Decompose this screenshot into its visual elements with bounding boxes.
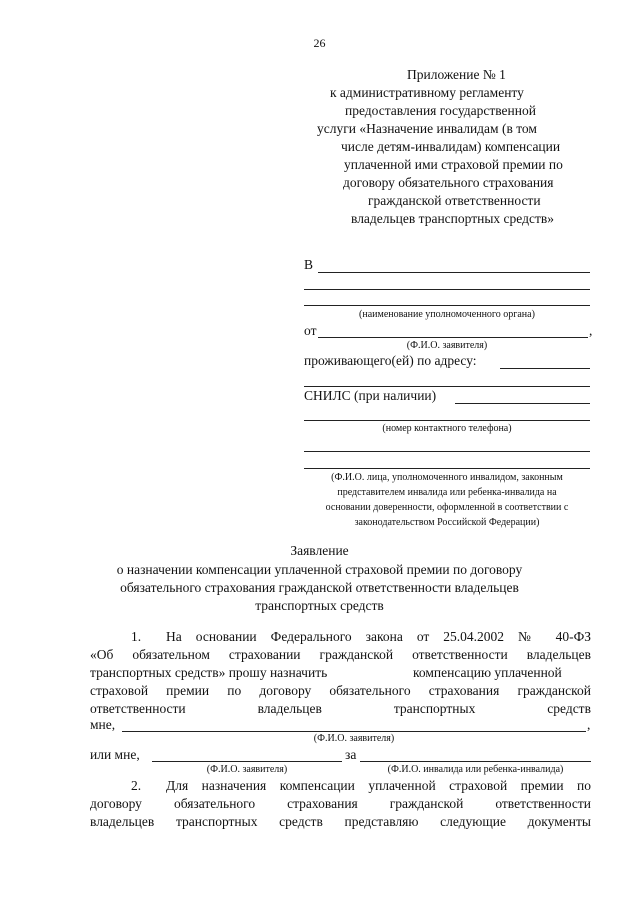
or-me-label: или мне, (90, 747, 140, 762)
me-caption: (Ф.И.О. заявителя) (313, 733, 395, 744)
representative-caption-line: (Ф.И.О. лица, уполномоченного инвалидом, законным (331, 472, 563, 483)
address-field-line-2[interactable] (304, 386, 590, 387)
from-comma: , (589, 323, 593, 338)
word: транспортных (393, 701, 476, 716)
paragraph-2-line (90, 814, 591, 830)
paragraph-1-line: транспортных средств» прошу назначить (90, 665, 328, 680)
paragraph-2-line: Для назначения компенсации уплаченной страховой премии по (166, 778, 591, 793)
applicant-caption: (Ф.И.О. заявителя) (406, 340, 488, 351)
word: гражданской (389, 796, 464, 811)
phone-field[interactable] (304, 420, 590, 421)
paragraph-1-number: 1. (131, 629, 142, 644)
appendix-line: предоставления государственной (345, 103, 536, 118)
paragraph-2-line (90, 796, 591, 812)
address-label: проживающего(ей) по адресу: (304, 353, 477, 368)
paragraph-1-line: «Об обязательном страховании гражданской ответственности владельцев (90, 647, 591, 662)
appendix-line: Приложение № 1 (407, 67, 506, 82)
representative-field[interactable] (304, 451, 590, 452)
word: договору (90, 796, 142, 811)
or-me-caption-left: (Ф.И.О. заявителя) (206, 764, 288, 775)
statement-subtitle-line: о назначении компенсации уплаченной страховой премии по договору (116, 562, 523, 577)
word: транспортных (175, 814, 258, 829)
from-label: от (304, 323, 317, 338)
page-number: 26 (313, 36, 326, 50)
me-label: мне, (90, 717, 116, 732)
word: ответственности (90, 701, 186, 716)
authority-caption: (наименование уполномоченного органа) (359, 309, 535, 320)
appendix-line: договору обязательного страхования (343, 175, 554, 190)
word: документы (527, 814, 591, 829)
paragraph-1-line: страховой премии по договору обязательного страхования гражданской (90, 683, 591, 698)
statement-title: Заявление (290, 543, 349, 558)
paragraph-1-line (90, 701, 591, 717)
representative-caption-line: законодательством Российской Федерации) (354, 517, 540, 528)
appendix-line: гражданской ответственности (368, 193, 541, 208)
snils-field[interactable] (455, 403, 590, 404)
representative-field-line-2[interactable] (304, 468, 590, 469)
appendix-line: услуги «Назначение инвалидам (в том (317, 121, 537, 136)
applicant-name-field[interactable] (318, 337, 588, 338)
appendix-line: уплаченной ими страховой премии по (344, 157, 563, 172)
snils-label: СНИЛС (при наличии) (304, 388, 437, 403)
paragraph-2-number: 2. (131, 778, 142, 793)
authority-field[interactable] (318, 272, 590, 273)
authority-field-line-2[interactable] (304, 289, 590, 290)
word: ответственности (495, 796, 591, 811)
for-label: за (345, 747, 357, 762)
word: обязательного (173, 796, 256, 811)
representative-caption-line: представителем инвалида или ребенка-инвалида на (337, 487, 557, 498)
to-label: В (304, 257, 314, 272)
word: следующие (440, 814, 506, 829)
address-field[interactable] (500, 368, 590, 369)
me-applicant-field[interactable] (122, 731, 586, 732)
paragraph-1-line: компенсацию уплаченной (413, 665, 562, 680)
word: средств (279, 814, 323, 829)
phone-caption: (номер контактного телефона) (382, 423, 512, 434)
appendix-header (317, 66, 639, 228)
or-me-caption-right: (Ф.И.О. инвалида или ребенка-инвалида) (387, 764, 564, 775)
or-me-applicant-field[interactable] (152, 761, 342, 762)
appendix-line: к административному регламенту (330, 85, 524, 100)
me-comma: , (587, 717, 591, 732)
authority-field-line-3[interactable] (304, 305, 590, 306)
representative-caption (304, 470, 590, 530)
appendix-line: владельцев транспортных средств» (351, 211, 554, 226)
word: владельцев (90, 814, 155, 829)
word: страхования (287, 796, 358, 811)
disabled-person-field[interactable] (360, 761, 591, 762)
paragraph-1-line: На основании Федерального закона от 25.04.2002 № 40-ФЗ (166, 629, 591, 644)
statement-subtitle-line: обязательного страхования гражданской ответственности владельцев (120, 580, 519, 595)
word: владельцев (257, 701, 322, 716)
statement-subtitle-line: транспортных средств (255, 598, 384, 613)
word: средств (547, 701, 591, 716)
representative-caption-line: основании доверенности, оформленной в соответствии с (325, 502, 569, 513)
appendix-line: числе детям-инвалидам) компенсации (341, 139, 561, 154)
word: представляю (344, 814, 419, 829)
